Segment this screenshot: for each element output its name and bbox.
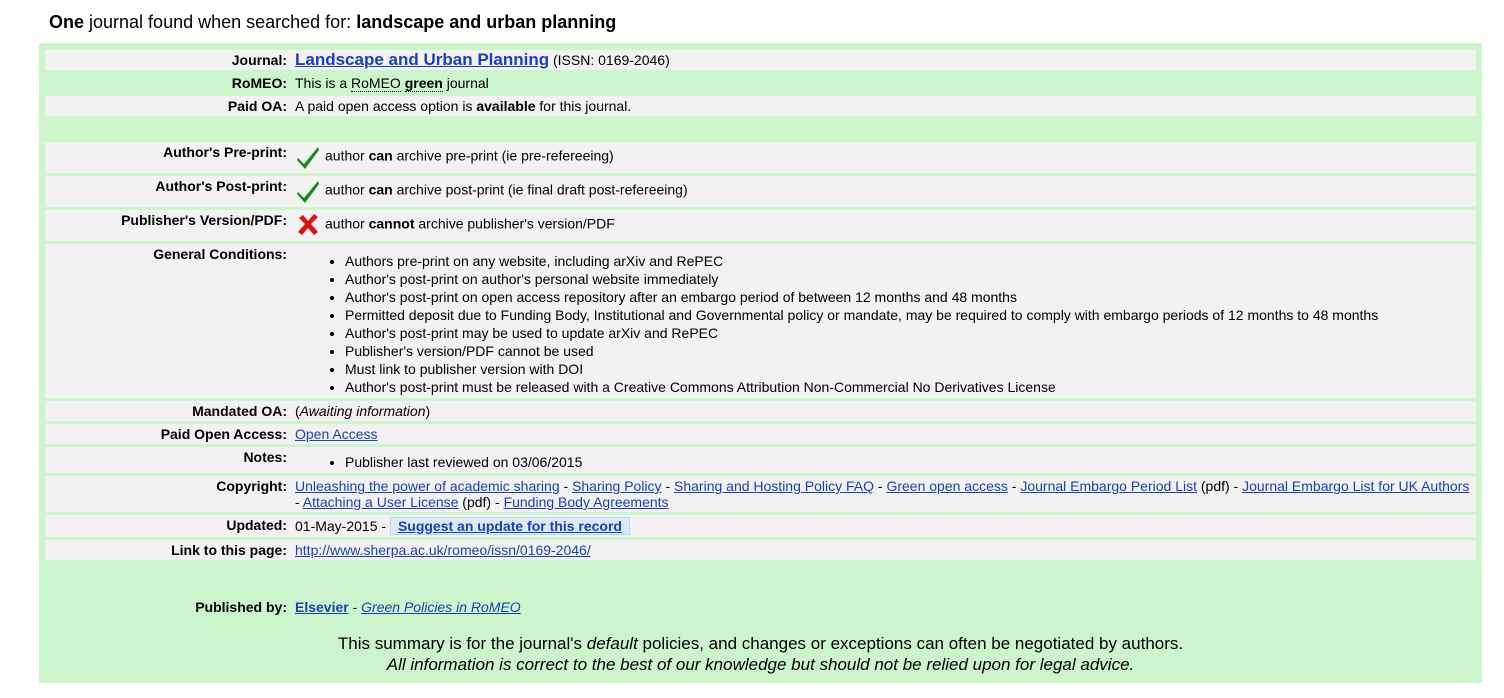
updated-row — [45, 515, 1476, 537]
notes-label: Notes: — [45, 447, 291, 473]
romeo-link[interactable]: RoMEO — [351, 75, 401, 91]
romeo-post: journal — [442, 75, 489, 91]
publisher-link[interactable]: Elsevier — [295, 599, 349, 615]
postprint-label: Author's Post-print: — [45, 176, 291, 207]
mandated-oa-open: ( — [295, 403, 300, 419]
check-icon — [295, 144, 321, 170]
updated-date: 01-May-2015 - — [295, 518, 390, 534]
postprint-status: can — [368, 181, 393, 198]
journal-issn: (ISSN: 0169-2046) — [553, 52, 670, 68]
mandated-oa-label: Mandated OA: — [45, 401, 291, 421]
copyright-link-green-oa[interactable]: Green open access — [886, 478, 1008, 494]
disclaimer-pre: This summary is for the journal's — [337, 634, 587, 653]
copyright-link-funding[interactable]: Funding Body Agreements — [503, 494, 669, 510]
journal-info-table — [45, 47, 1476, 119]
results-count: One — [49, 12, 85, 32]
disclaimer-em: default — [586, 634, 638, 653]
postprint-row — [45, 176, 1476, 207]
legal-advice-note: All information is correct to the best of our knowledge but should not be relied upon for legal advice. — [386, 655, 1135, 674]
separator: - — [348, 599, 362, 615]
romeo-label: RoMEO: — [45, 73, 291, 93]
pubversion-post: archive publisher's version/PDF — [414, 215, 615, 232]
published-by-label: Published by: — [45, 597, 291, 617]
permalink[interactable]: http://www.sherpa.ac.uk/romeo/issn/0169-2046/ — [295, 542, 591, 558]
green-policies-link[interactable]: Green Policies in RoMEO — [361, 599, 521, 615]
results-text: journal found when searched for: — [84, 12, 357, 32]
conditions-label: General Conditions: — [45, 244, 291, 398]
journal-row — [45, 50, 1476, 70]
pubversion-status: cannot — [368, 215, 415, 232]
list-item: • Publisher last reviewed on 03/06/2015 — [345, 453, 1472, 471]
separator: - — [1229, 478, 1243, 494]
copyright-link-embargo-uk[interactable]: Journal Embargo List for UK Authors — [1242, 478, 1470, 494]
paid-open-access-label: Paid Open Access: — [45, 424, 291, 444]
suggest-update-button[interactable]: Suggest an update for this record — [390, 517, 630, 535]
link-page-row — [45, 540, 1476, 560]
copyright-link-sharing-policy[interactable]: Sharing Policy — [572, 478, 662, 494]
paid-oa-row — [45, 96, 1476, 116]
paid-oa-pre: A paid open access option is — [295, 98, 477, 114]
separator: - — [559, 478, 573, 494]
list-item: • Must link to publisher version with DOI — [345, 360, 1472, 378]
pubversion-row — [45, 210, 1476, 241]
list-item: • Author's post-print on open access repository after an embargo period of between 12 months and 48 months — [345, 288, 1472, 306]
mandated-oa-row — [45, 401, 1476, 421]
preprint-post: archive pre-print (ie pre-refereeing) — [392, 147, 614, 164]
romeo-row — [45, 73, 1476, 93]
romeo-color: green — [404, 75, 443, 91]
published-by-row — [45, 597, 1476, 617]
conditions-list — [295, 252, 1472, 396]
cross-icon — [295, 212, 321, 238]
paid-oa-post: for this journal. — [535, 98, 632, 114]
copyright-link-sharing[interactable]: Unleashing the power of academic sharing — [295, 478, 560, 494]
copyright-row — [45, 476, 1476, 512]
paid-oa-label: Paid OA: — [45, 96, 291, 116]
disclaimer-line-2 — [39, 654, 1482, 675]
pdf-note: (pdf) — [1196, 478, 1230, 494]
separator: - — [491, 494, 504, 510]
romeo-pre: This is a — [295, 75, 352, 91]
preprint-pre: author — [325, 147, 369, 164]
list-item: • Author's post-print must be released with a Creative Commons Attribution Non-Commercial No Derivatives License — [345, 378, 1472, 396]
list-item: • Publisher's version/PDF cannot be used — [345, 342, 1472, 360]
separator: - — [1007, 478, 1021, 494]
journal-label: Journal: — [45, 50, 291, 70]
link-page-label: Link to this page: — [45, 540, 291, 560]
results-heading — [49, 12, 616, 33]
pubversion-label: Publisher's Version/PDF: — [45, 210, 291, 241]
preprint-status: can — [368, 147, 393, 164]
mandated-oa-close: ) — [425, 403, 431, 419]
preprint-label: Author's Pre-print: — [45, 142, 291, 173]
list-item: • Author's post-print may be used to update arXiv and RePEC — [345, 324, 1472, 342]
list-item: • Authors pre-print on any website, including arXiv and RePEC — [345, 252, 1472, 270]
disclaimer-post: policies, and changes or exceptions can often be negotiated by authors. — [637, 634, 1184, 653]
separator: - — [874, 478, 887, 494]
copyright-link-faq[interactable]: Sharing and Hosting Policy FAQ — [674, 478, 875, 494]
disclaimer — [39, 633, 1482, 675]
pdf-note: (pdf) — [458, 494, 492, 510]
copyright-link-user-license[interactable]: Attaching a User License — [302, 494, 459, 510]
postprint-pre: author — [325, 181, 369, 198]
open-access-link[interactable]: Open Access — [295, 426, 378, 442]
notes-list — [295, 453, 1472, 471]
notes-row — [45, 447, 1476, 473]
copyright-link-embargo-list[interactable]: Journal Embargo Period List — [1020, 478, 1197, 494]
journal-title-link[interactable]: Landscape and Urban Planning — [295, 50, 550, 69]
pubversion-pre: author — [325, 215, 369, 232]
policy-table — [45, 139, 1476, 563]
paid-open-access-row — [45, 424, 1476, 444]
publisher-table — [45, 594, 1476, 620]
check-icon — [295, 178, 321, 204]
postprint-post: archive post-print (ie final draft post-refereeing) — [392, 181, 688, 198]
list-item: • Author's post-print on author's personal website immediately — [345, 270, 1472, 288]
disclaimer-line-1 — [39, 633, 1482, 654]
copyright-label: Copyright: — [45, 476, 291, 512]
preprint-row — [45, 142, 1476, 173]
separator: - — [295, 494, 303, 510]
conditions-row — [45, 244, 1476, 398]
mandated-oa-value: Awaiting information — [299, 403, 426, 419]
separator: - — [661, 478, 675, 494]
updated-label: Updated: — [45, 515, 291, 537]
paid-oa-status: available — [476, 98, 536, 114]
search-query: landscape and urban planning — [356, 12, 617, 32]
list-item: • Permitted deposit due to Funding Body, Institutional and Governmental policy or mandate, may be required to comply with embargo periods of 12 months to 48 months — [345, 306, 1472, 324]
